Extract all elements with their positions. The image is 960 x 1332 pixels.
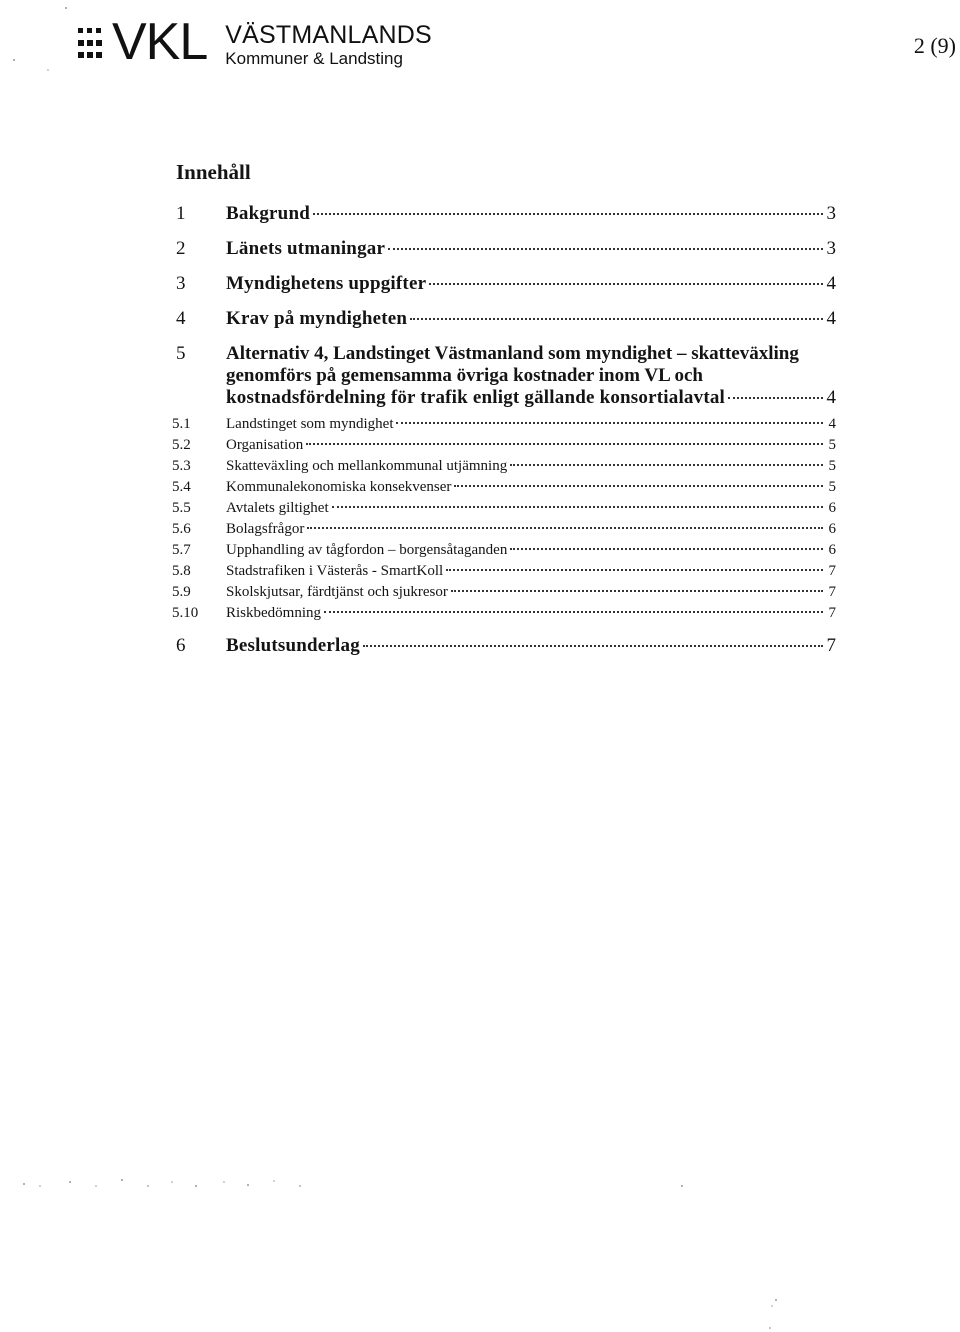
toc-entry-number: 5.4: [172, 479, 191, 495]
toc-entry-number: 5.9: [172, 584, 191, 600]
toc-heading: Innehåll: [176, 160, 251, 184]
toc-entry[interactable]: [172, 231, 836, 266]
toc-entry-number: 5.1: [172, 416, 191, 432]
toc-entry[interactable]: [172, 301, 836, 336]
organization-subtitle: Kommuner & Landsting: [225, 49, 403, 68]
toc-leader-dots: [363, 645, 823, 647]
toc-entry-number: 5.7: [172, 542, 191, 558]
toc-leader-dots: [451, 590, 823, 592]
logo-dots-icon: [78, 24, 114, 68]
toc-leader-dots: [446, 569, 823, 571]
toc-leader-dots: [388, 248, 823, 250]
toc-entry-title: Organisation: [226, 437, 304, 453]
toc-entry-title: Myndighetens uppgifter: [226, 273, 427, 294]
toc-leader-dots: [324, 611, 823, 613]
toc-entry-title: Skatteväxling och mellankommunal utjämning: [226, 458, 508, 474]
toc-entry-title: Bolagsfrågor: [226, 521, 305, 537]
toc-entry-title-line: Alternativ 4, Landstinget Västmanland som myndighet – skatteväxling: [226, 343, 799, 364]
toc-entry-number: 5.8: [172, 563, 191, 579]
page-number: 2 (9): [913, 33, 956, 58]
toc-entry-number: 5.3: [172, 458, 191, 474]
toc-entry-page: 5: [828, 479, 836, 495]
toc-entry-number: 4: [176, 308, 186, 329]
toc-entry-title: Skolskjutsar, färdtjänst och sjukresor: [226, 584, 448, 600]
toc-entry-page: 6: [828, 500, 836, 516]
toc-entry[interactable]: [172, 582, 836, 603]
toc-leader-dots: [332, 506, 823, 508]
toc-entry-page: 7: [828, 584, 836, 600]
toc-entry-title: Beslutsunderlag: [226, 635, 360, 656]
toc-entry-number: 5.5: [172, 500, 191, 516]
toc-entry-number: 1: [176, 203, 186, 224]
toc-entry[interactable]: [172, 540, 836, 561]
toc-entry-page: 4: [826, 273, 836, 294]
toc-entry[interactable]: [172, 196, 836, 231]
toc-entry-number: 5.10: [172, 605, 199, 621]
toc-leader-dots: [728, 397, 823, 399]
toc-entry[interactable]: [172, 435, 836, 456]
toc-entry-page: 4: [826, 308, 836, 329]
toc-leader-dots: [396, 422, 823, 424]
toc-entry-page: 6: [828, 542, 836, 558]
toc-entry-page: 7: [828, 605, 836, 621]
toc-entry[interactable]: [172, 498, 836, 519]
toc-entry-page: 4: [828, 416, 836, 432]
toc-entry[interactable]: [172, 628, 836, 663]
toc-entry-number: 2: [176, 238, 186, 259]
toc-entry-page: 7: [826, 635, 836, 656]
toc-entry-title: Avtalets giltighet: [226, 500, 329, 516]
toc-entry-title: Bakgrund: [226, 203, 310, 224]
toc-entry[interactable]: [172, 519, 836, 540]
toc-entry-title: Riskbedömning: [226, 605, 322, 621]
toc-entry-page: 4: [826, 387, 836, 408]
table-of-contents: [172, 196, 836, 663]
toc-entry-page: 3: [826, 203, 836, 224]
toc-entry-page: 5: [828, 458, 836, 474]
toc-entry[interactable]: [172, 414, 836, 435]
organization-logo: [78, 13, 432, 76]
toc-entry-title: Krav på myndigheten: [226, 308, 408, 329]
toc-entry-title: Landstinget som myndighet: [226, 416, 394, 432]
toc-entry-number: 6: [176, 635, 186, 656]
toc-entry-number: 5.6: [172, 521, 191, 537]
toc-entry[interactable]: [172, 477, 836, 498]
toc-leader-dots: [454, 485, 823, 487]
toc-entry-page: 3: [826, 238, 836, 259]
toc-entry-page: 5: [828, 437, 836, 453]
toc-entry-number: 5.2: [172, 437, 191, 453]
toc-leader-dots: [510, 548, 823, 550]
toc-entry[interactable]: [172, 603, 836, 624]
toc-entry-number: 5: [176, 343, 186, 364]
toc-leader-dots: [410, 318, 823, 320]
toc-entry-title: Stadstrafiken i Västerås - SmartKoll: [226, 563, 444, 579]
toc-entry[interactable]: [172, 336, 836, 414]
toc-entry[interactable]: [172, 561, 836, 582]
toc-entry[interactable]: [172, 456, 836, 477]
toc-leader-dots: [306, 443, 823, 445]
toc-entry-title-line: kostnadsfördelning för trafik enligt gällande konsortialavtal: [226, 387, 726, 408]
toc-leader-dots: [429, 283, 823, 285]
logo-text: [225, 22, 432, 69]
toc-entry-number: 3: [176, 273, 186, 294]
toc-leader-dots: [313, 213, 823, 215]
toc-entry[interactable]: [172, 266, 836, 301]
toc-entry-title: Upphandling av tågfordon – borgensåtaganden: [226, 542, 508, 558]
toc-entry-title: Länets utmaningar: [226, 238, 386, 259]
toc-leader-dots: [510, 464, 823, 466]
organization-name: VÄSTMANLANDS: [225, 21, 432, 49]
toc-entry-page: 6: [828, 521, 836, 537]
toc-entry-page: 7: [828, 563, 836, 579]
logo-mark: VKL: [112, 13, 208, 71]
toc-entry-title-line: genomförs på gemensamma övriga kostnader inom VL och: [226, 365, 703, 386]
toc-leader-dots: [307, 527, 823, 529]
toc-entry-title: Kommunalekonomiska konsekvenser: [226, 479, 452, 495]
